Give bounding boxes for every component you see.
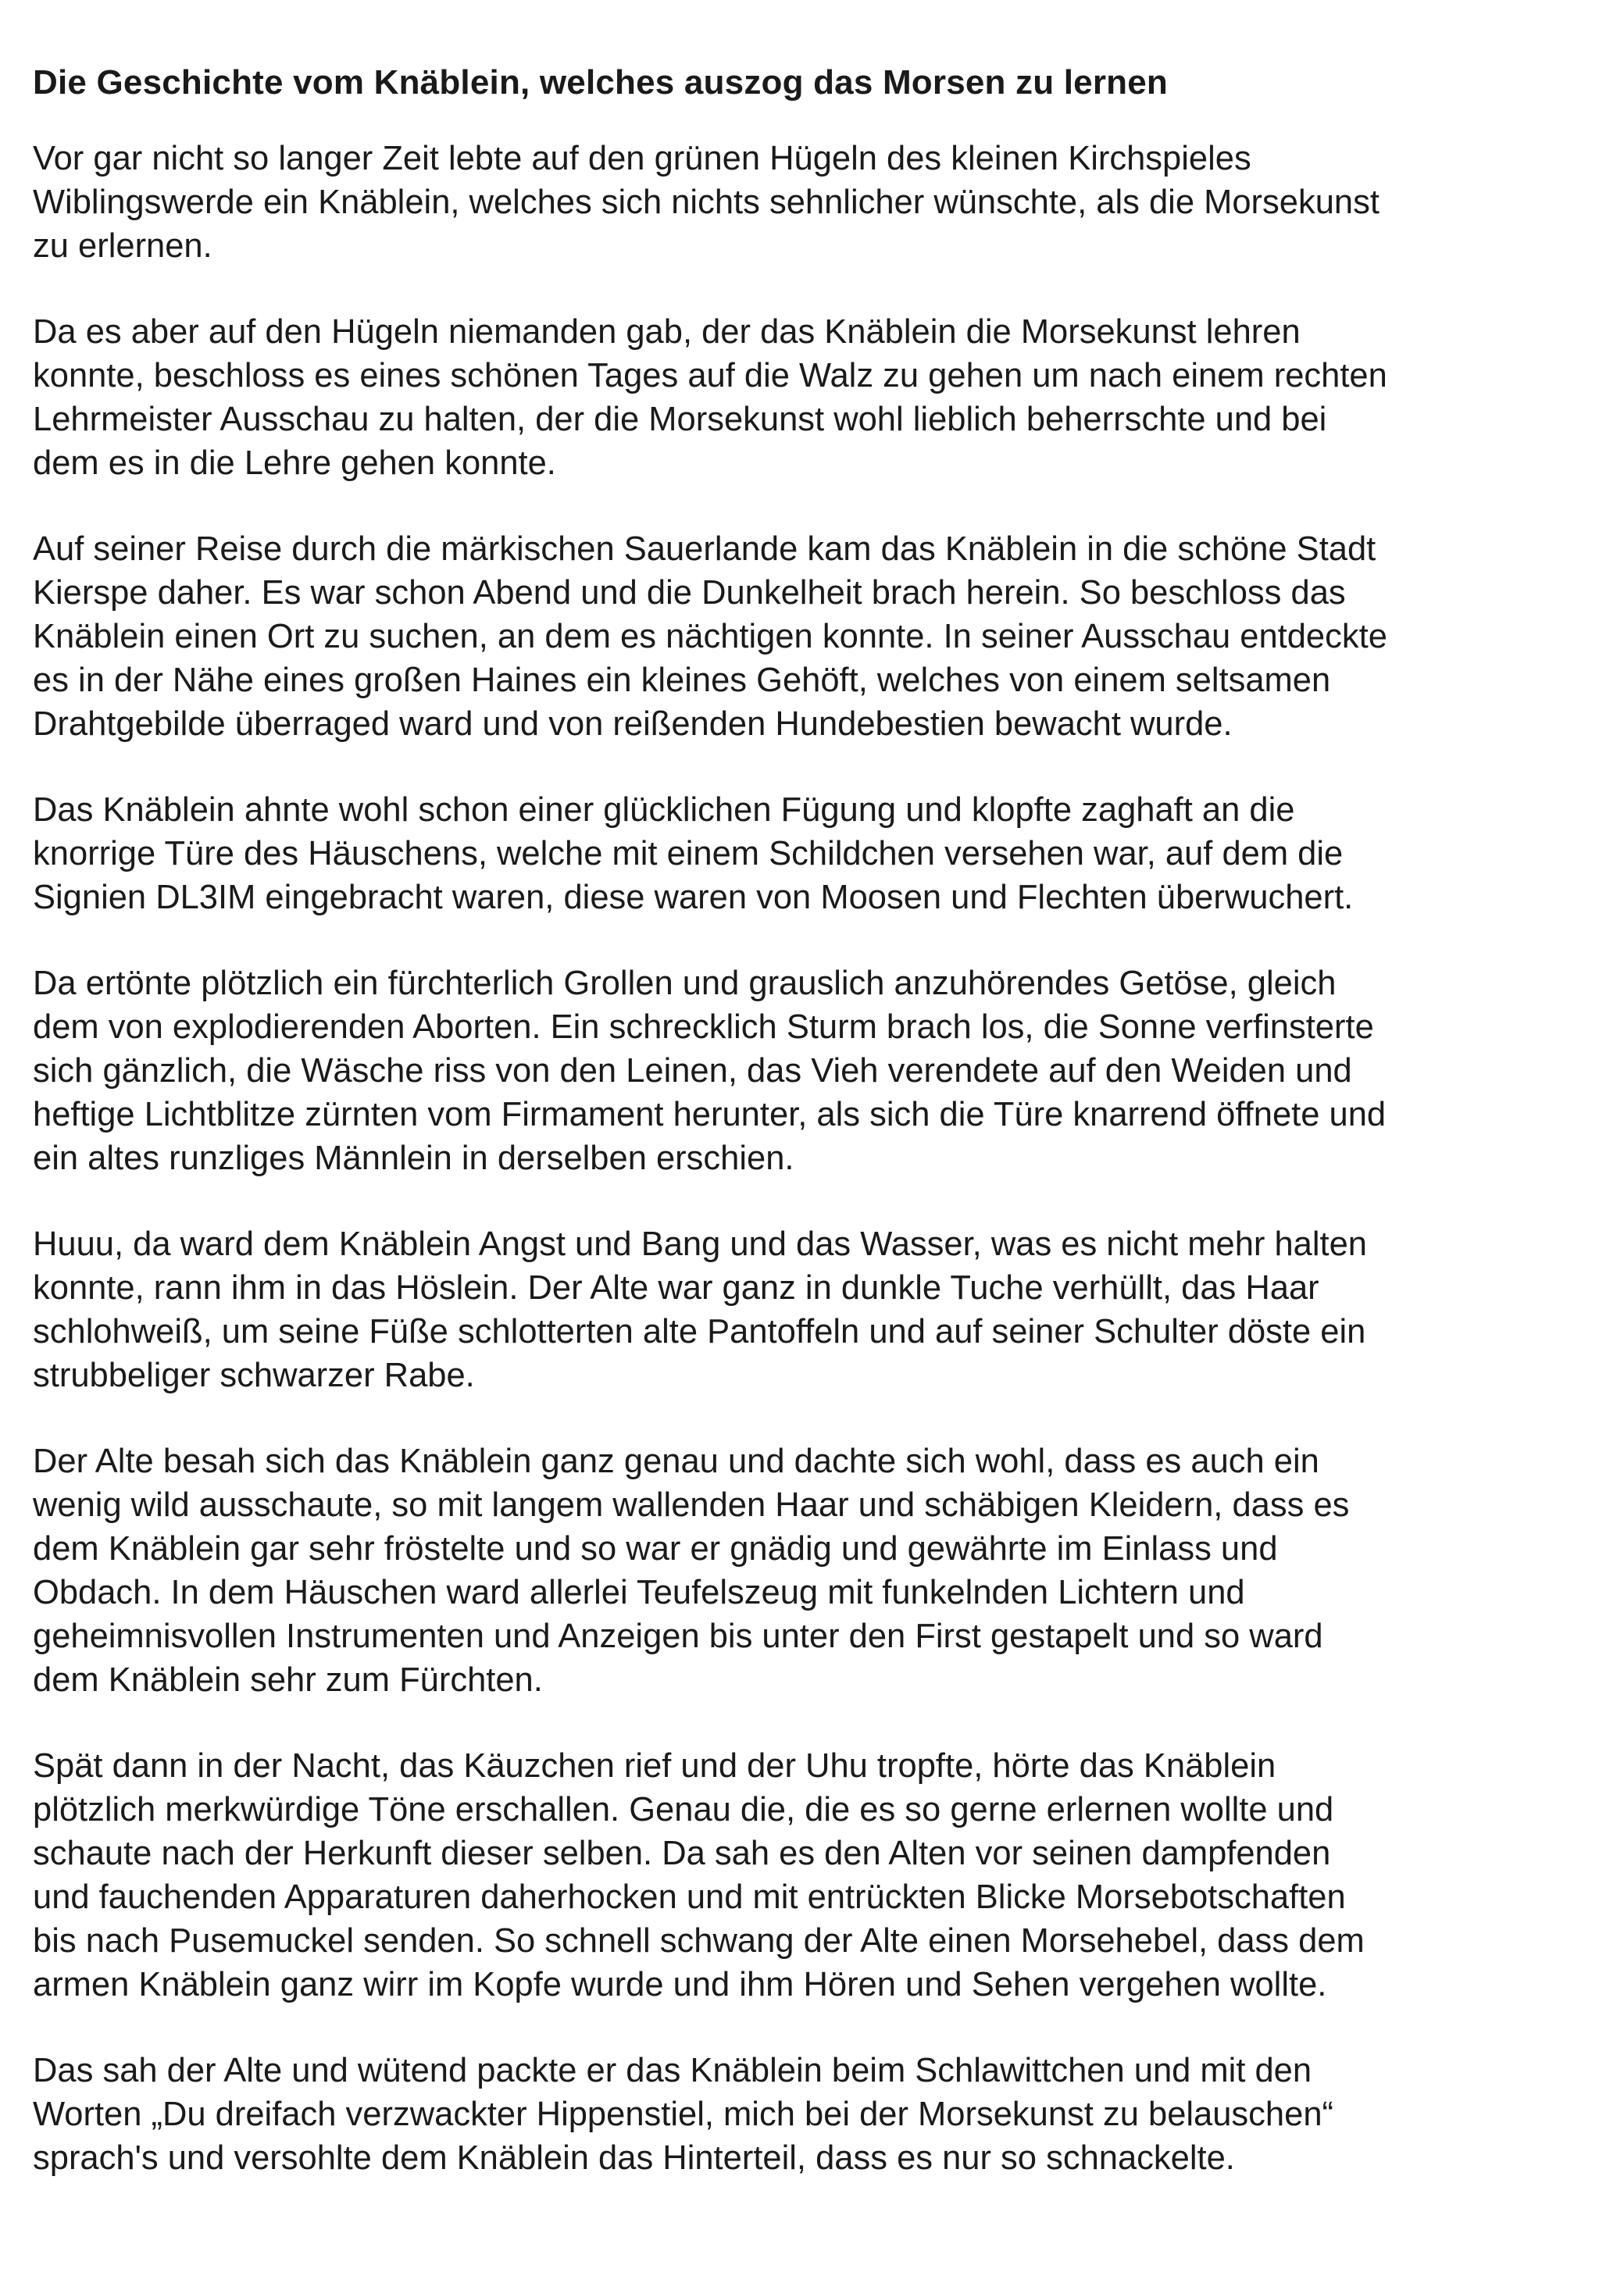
text-line: Da es aber auf den Hügeln niemanden gab, der das Knäblein die Morsekunst lehren <box>33 313 1301 351</box>
paragraph <box>33 310 1601 485</box>
text-line: Das Knäblein ahnte wohl schon einer glücklichen Fügung und klopfte zaghaft an die <box>33 791 1295 829</box>
text-line: Obdach. In dem Häuschen ward allerlei Teufelszeug mit funkelnden Lichtern und <box>33 1574 1245 1611</box>
text-line: plötzlich merkwürdige Töne erschallen. Genau die, die es so gerne erlernen wollte und <box>33 1791 1334 1828</box>
text-line: armen Knäblein ganz wirr im Kopfe wurde und ihm Hören und Sehen vergehen wollte. <box>33 1966 1327 2003</box>
text-line: heftige Lichtblitze zürnten vom Firmament herunter, als sich die Türe knarrend öffnete und <box>33 1096 1387 1133</box>
text-line: schaute nach der Herkunft dieser selben. Da sah es den Alten vor seinen dampfenden <box>33 1835 1331 1872</box>
text-line: Huuu, da ward dem Knäblein Angst und Bang und das Wasser, was es nicht mehr halten <box>33 1225 1367 1263</box>
text-line: knorrige Türe des Häuschens, welche mit einem Schildchen versehen war, auf dem die <box>33 835 1344 872</box>
text-line: Vor gar nicht so langer Zeit lebte auf den grünen Hügeln des kleinen Kirchspieles <box>33 140 1251 177</box>
text-line: wenig wild ausschaute, so mit langem wallenden Haar und schäbigen Kleidern, dass es <box>33 1486 1350 1524</box>
text-line: geheimnisvollen Instrumenten und Anzeigen bis unter den First gestapelt und so ward <box>33 1618 1323 1655</box>
paragraph <box>33 1440 1601 1702</box>
text-line: zu erlernen. <box>33 227 212 265</box>
text-line: sich gänzlich, die Wäsche riss von den Leinen, das Vieh verendete auf den Weiden und <box>33 1052 1352 1090</box>
text-line: und fauchenden Apparaturen daherhocken und mit entrückten Blicke Morsebotschaften <box>33 1878 1346 1916</box>
text-line: Kierspe daher. Es war schon Abend und die Dunkelheit brach herein. So beschloss das <box>33 574 1346 612</box>
text-line: Das sah der Alte und wütend packte er das Knäblein beim Schlawittchen und mit den <box>33 2052 1312 2089</box>
text-line: dem es in die Lehre gehen konnte. <box>33 444 556 482</box>
document-body <box>33 137 1601 2180</box>
text-line: es in der Nähe eines großen Haines ein kleines Gehöft, welches von einem seltsamen <box>33 662 1331 699</box>
paragraph <box>33 1222 1601 1397</box>
document-title: Die Geschichte vom Knäblein, welches auszog das Morsen zu lernen <box>33 63 1168 102</box>
text-line: Knäblein einen Ort zu suchen, an dem es nächtigen konnte. In seiner Ausschau entdeckte <box>33 618 1387 655</box>
text-line: Signien DL3IM eingebracht waren, diese waren von Moosen und Flechten überwuchert. <box>33 879 1354 916</box>
paragraph <box>33 2049 1601 2180</box>
text-line: Lehrmeister Ausschau zu halten, der die Morsekunst wohl lieblich beherrschte und bei <box>33 401 1327 438</box>
text-line: konnte, beschloss es eines schönen Tages auf die Walz zu gehen um nach einem rechten <box>33 357 1387 394</box>
paragraph <box>33 1744 1601 2007</box>
text-line: Wiblingswerde ein Knäblein, welches sich nichts sehnlicher wünschte, als die Morsekunst <box>33 184 1380 221</box>
text-line: Worten „Du dreifach verzwackter Hippenstiel, mich bei der Morsekunst zu belauschen“ <box>33 2096 1334 2133</box>
text-line: dem von explodierenden Aborten. Ein schrecklich Sturm brach los, die Sonne verfinsterte <box>33 1008 1374 1046</box>
text-line: Da ertönte plötzlich ein fürchterlich Grollen und grauslich anzuhörendes Getöse, gleich <box>33 965 1337 1002</box>
paragraph <box>33 788 1601 919</box>
text-line: dem Knäblein gar sehr fröstelte und so war er gnädig und gewährte im Einlass und <box>33 1530 1278 1568</box>
text-line: bis nach Pusemuckel senden. So schnell schwang der Alte einen Morsehebel, dass dem <box>33 1922 1365 1960</box>
paragraph <box>33 527 1601 746</box>
text-line: Der Alte besah sich das Knäblein ganz genau und dachte sich wohl, dass es auch ein <box>33 1443 1319 1480</box>
text-line: strubbeliger schwarzer Rabe. <box>33 1357 475 1394</box>
text-line: Drahtgebilde überraged ward und von reißenden Hundebestien bewacht wurde. <box>33 705 1233 743</box>
text-line: ein altes runzliges Männlein in derselben erschien. <box>33 1140 794 1177</box>
paragraph <box>33 137 1601 268</box>
text-line: Auf seiner Reise durch die märkischen Sauerlande kam das Knäblein in die schöne Stadt <box>33 530 1376 568</box>
text-line: schlohweiß, um seine Füße schlotterten alte Pantoffeln und auf seiner Schulter döste ein <box>33 1313 1366 1350</box>
text-line: konnte, rann ihm in das Höslein. Der Alte war ganz in dunkle Tuche verhüllt, das Haar <box>33 1269 1319 1307</box>
paragraph <box>33 961 1601 1180</box>
text-line: dem Knäblein sehr zum Fürchten. <box>33 1661 543 1699</box>
text-line: sprach's und versohlte dem Knäblein das Hinterteil, dass es nur so schnackelte. <box>33 2139 1235 2177</box>
text-line: Spät dann in der Nacht, das Käuzchen rief und der Uhu tropfte, hörte das Knäblein <box>33 1747 1276 1785</box>
